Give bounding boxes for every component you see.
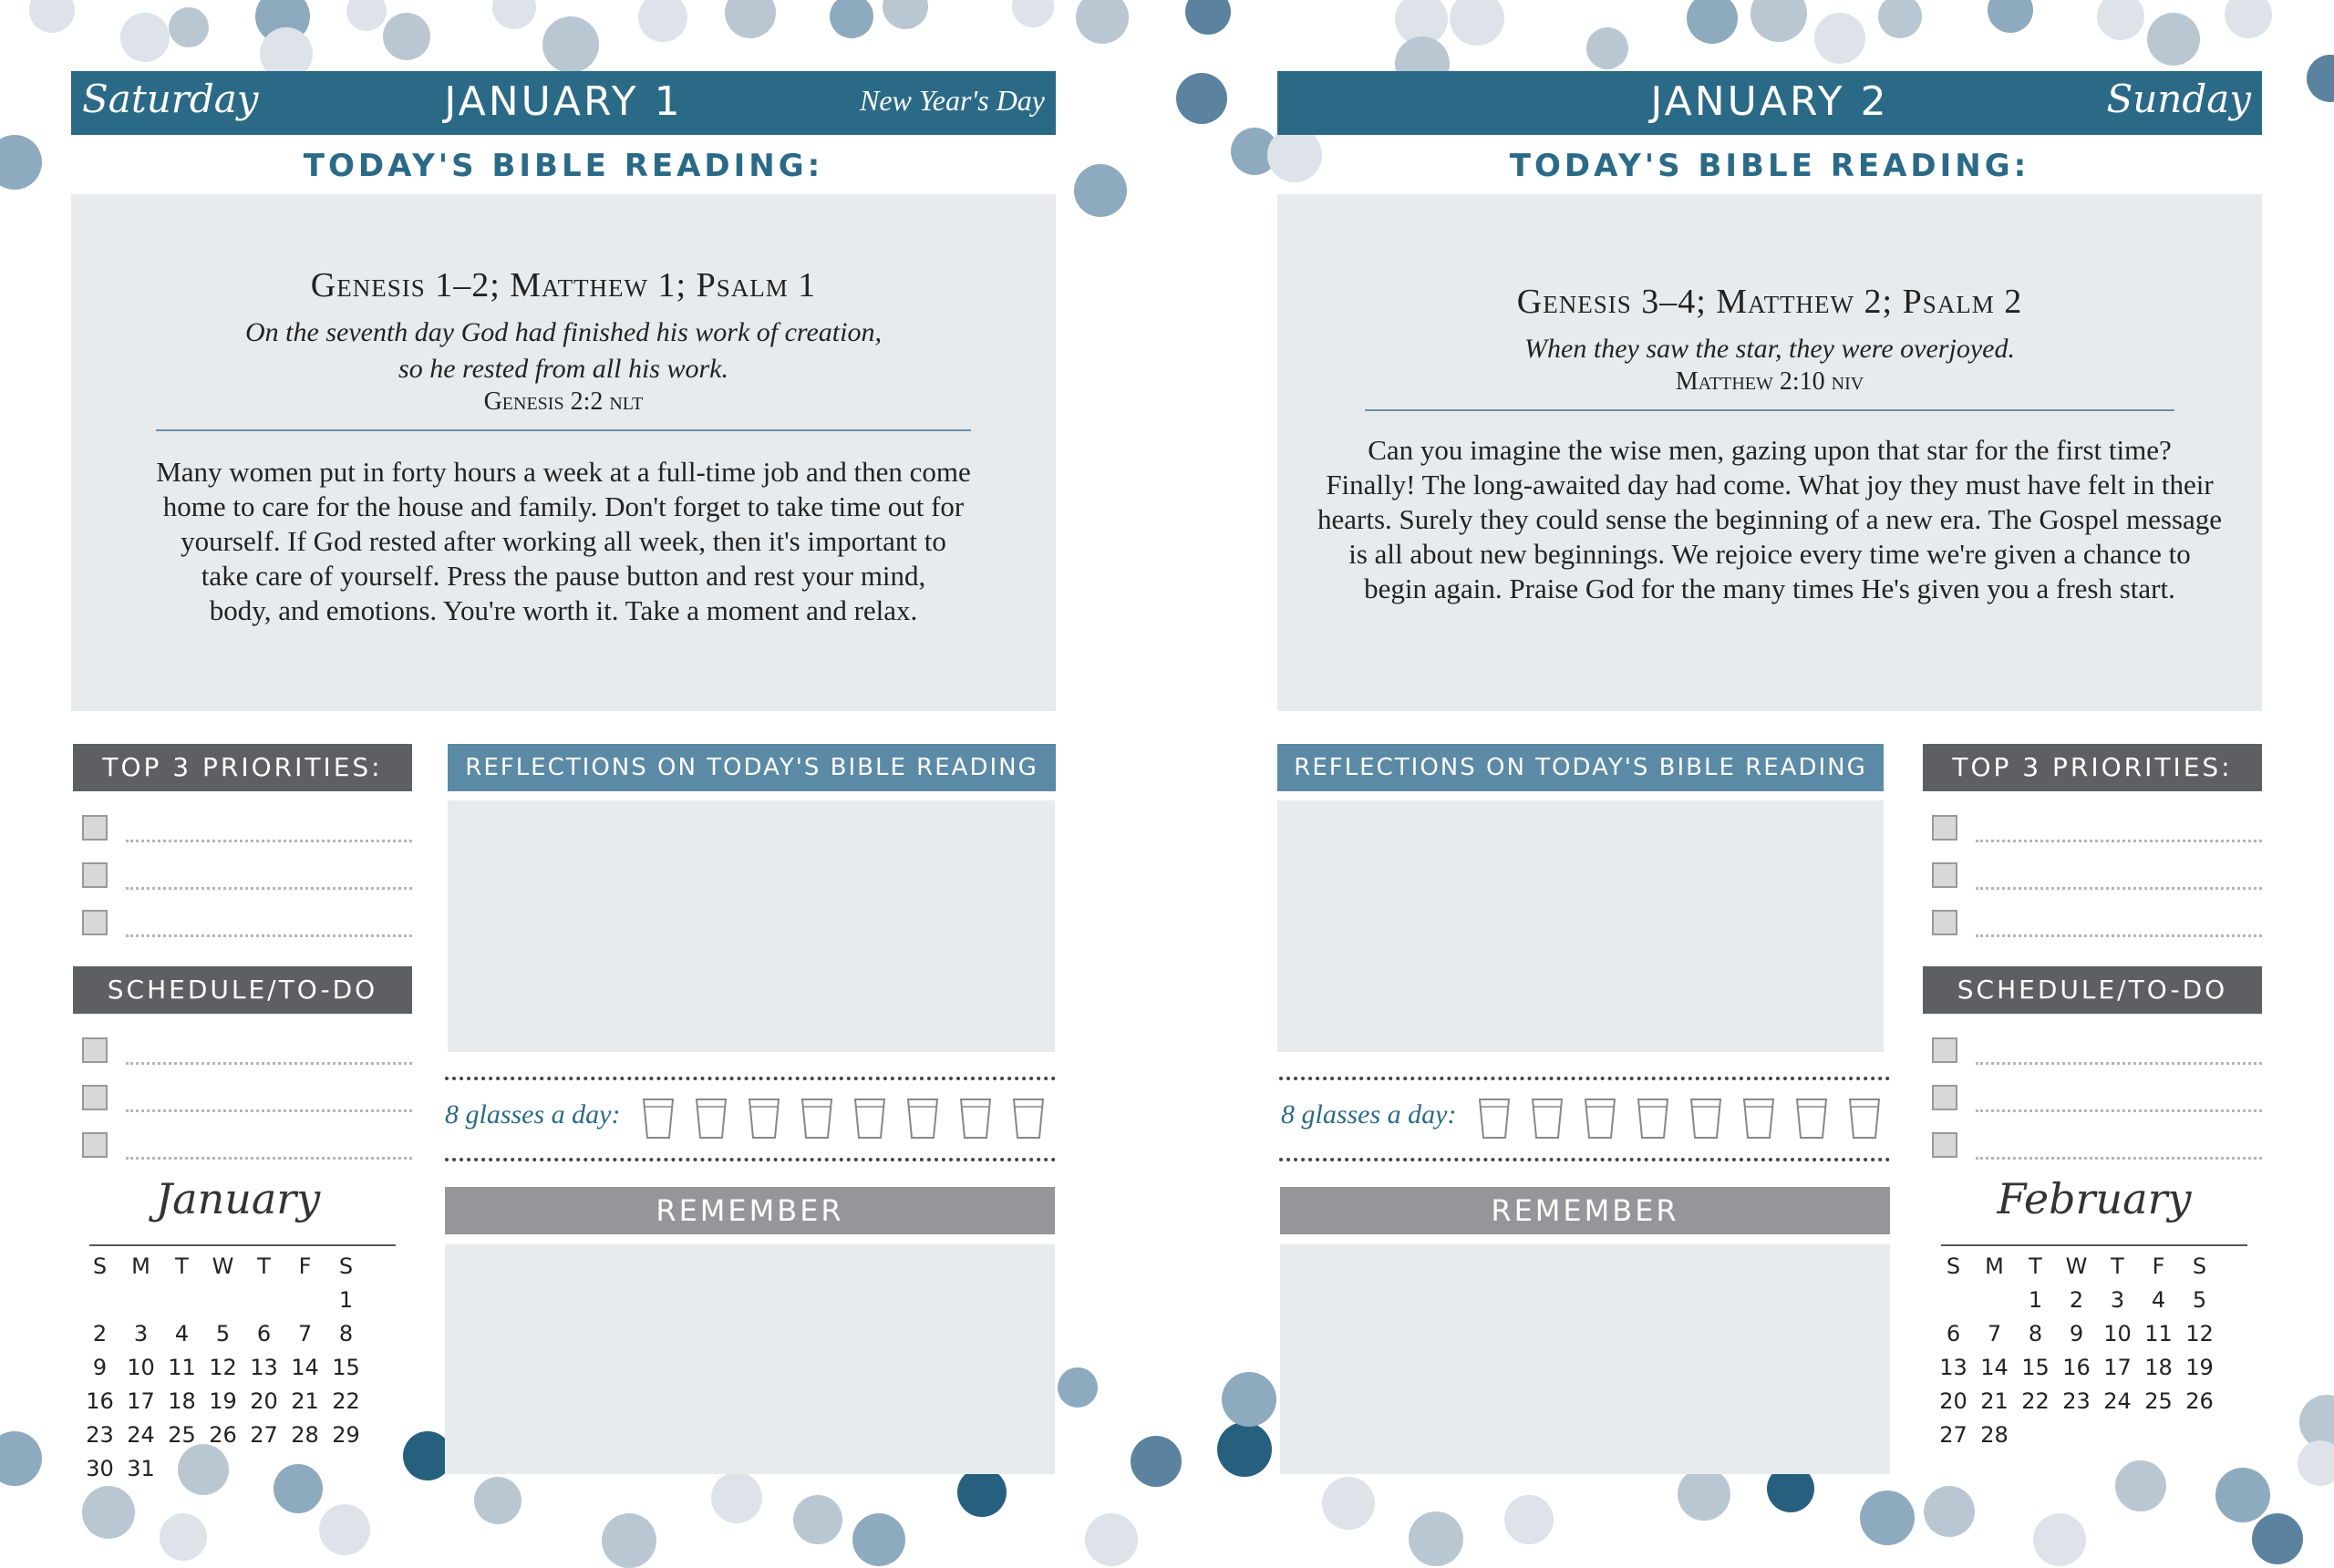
remember-heading: REMEMBER xyxy=(445,1187,1055,1234)
bible-reading-heading: TODAY'S BIBLE READING: xyxy=(1509,148,2030,184)
water-glass-icon[interactable] xyxy=(642,1098,675,1140)
decorative-dot xyxy=(638,0,687,42)
calendar-day: 31 xyxy=(127,1456,155,1481)
devotion-line: yourself. If God rested after working all week, then it's important to xyxy=(181,525,946,557)
decorative-dot xyxy=(169,7,209,47)
calendar-day: 28 xyxy=(291,1422,319,1448)
priorities-heading: TOP 3 PRIORITIES: xyxy=(1923,744,2262,791)
calendar-day: 27 xyxy=(1939,1422,1967,1448)
decorative-dot xyxy=(1750,0,1807,42)
calendar-day: 23 xyxy=(86,1422,114,1448)
calendar-weekday: S xyxy=(2192,1253,2207,1279)
water-glass-icon[interactable] xyxy=(853,1098,886,1140)
schedule-heading: SCHEDULE/TO-DO LIST: xyxy=(1923,966,2262,1014)
calendar-day: 11 xyxy=(2144,1321,2173,1346)
calendar-day: 4 xyxy=(174,1321,190,1346)
calendar-day: 7 xyxy=(297,1321,313,1346)
decorative-dot xyxy=(1012,0,1054,27)
calendar-day: 24 xyxy=(2103,1388,2132,1414)
devotion-text xyxy=(71,455,1056,628)
decorative-dot xyxy=(1814,13,1865,64)
decorative-dot xyxy=(542,16,599,73)
todo-line[interactable] xyxy=(126,1062,412,1065)
calendar-day: 22 xyxy=(2021,1388,2050,1414)
calendar-day: 30 xyxy=(86,1456,114,1481)
decorative-dot xyxy=(830,0,873,38)
calendar-weekday: T xyxy=(175,1253,189,1279)
calendar-day: 21 xyxy=(1980,1388,2009,1414)
calendar-day xyxy=(120,1287,161,1321)
calendar-weekday: T xyxy=(257,1253,271,1279)
calendar-day: 18 xyxy=(168,1388,196,1414)
calendar-day: 4 xyxy=(2151,1287,2166,1313)
decorative-dot xyxy=(120,13,170,62)
calendar-day: 3 xyxy=(133,1321,149,1346)
decorative-dot xyxy=(1058,1367,1098,1408)
water-tracker-label: 8 glasses a day: xyxy=(1281,1099,1457,1130)
calendar-day: 13 xyxy=(1939,1355,1967,1380)
water-glass-icon[interactable] xyxy=(1848,1098,1881,1140)
reflections-area[interactable] xyxy=(448,800,1055,1052)
water-glass-icon[interactable] xyxy=(1531,1098,1564,1140)
priority-checkbox[interactable] xyxy=(82,862,108,888)
calendar-day: 7 xyxy=(1987,1321,2002,1346)
priority-line[interactable] xyxy=(126,840,412,842)
reflections-area[interactable] xyxy=(1277,800,1884,1052)
priority-line[interactable] xyxy=(1976,840,2262,842)
calendar-day: 26 xyxy=(209,1422,237,1448)
water-glass-icon[interactable] xyxy=(695,1098,728,1140)
reading-reference: Genesis 3–4; Matthew 2; Psalm 2 xyxy=(1516,283,2023,321)
date-title: JANUARY 2 xyxy=(1650,78,1889,125)
devotion-line: body, and emotions. You're worth it. Take a moment and relax. xyxy=(209,594,918,626)
calendar-day: 6 xyxy=(256,1321,272,1346)
todo-checkbox[interactable] xyxy=(82,1037,108,1063)
divider xyxy=(1279,1077,1890,1080)
decorative-dot xyxy=(1988,0,2033,33)
calendar-day: 19 xyxy=(209,1388,237,1414)
decorative-dot xyxy=(2097,0,2144,40)
calendar-day: 6 xyxy=(1946,1321,1961,1346)
calendar-day: 12 xyxy=(209,1355,237,1380)
date-title: JANUARY 1 xyxy=(444,78,683,125)
calendar-day: 24 xyxy=(127,1422,155,1448)
verse-line-2: so he rested from all his work. xyxy=(398,354,728,384)
decorative-dot xyxy=(2225,0,2272,38)
weekday-label: Sunday xyxy=(2106,77,2251,121)
todo-checkbox[interactable] xyxy=(1932,1085,1957,1110)
todo-checkbox[interactable] xyxy=(1932,1132,1957,1158)
decorative-dot xyxy=(1222,1372,1276,1427)
decorative-dot xyxy=(29,0,75,33)
reflections-heading: REFLECTIONS ON TODAY'S BIBLE READING xyxy=(448,744,1056,791)
calendar-day: 12 xyxy=(2185,1321,2214,1346)
todo-checkbox[interactable] xyxy=(1932,1037,1957,1063)
calendar-weekday: S xyxy=(338,1253,354,1279)
water-glass-icon[interactable] xyxy=(800,1098,833,1140)
calendar-day: 26 xyxy=(2185,1388,2214,1414)
priority-line[interactable] xyxy=(126,887,412,890)
calendar-day: 1 xyxy=(2028,1287,2043,1313)
calendar-day: 23 xyxy=(2062,1388,2091,1414)
calendar-day: 18 xyxy=(2144,1355,2173,1380)
calendar-weekday: W xyxy=(212,1253,234,1279)
decorative-dot xyxy=(1176,73,1227,124)
calendar-day: 2 xyxy=(2069,1287,2084,1313)
water-glass-icon[interactable] xyxy=(1012,1098,1045,1140)
date-header xyxy=(1277,71,2262,135)
schedule-heading: SCHEDULE/TO-DO LIST: xyxy=(73,966,412,1014)
devotion-panel xyxy=(1277,194,2262,711)
calendar-day: 8 xyxy=(2028,1321,2043,1346)
calendar-weekday: F xyxy=(2152,1253,2165,1279)
calendar-day: 14 xyxy=(1980,1355,2009,1380)
calendar-day: 25 xyxy=(2144,1388,2173,1414)
calendar-weekday: T xyxy=(2029,1253,2042,1279)
calendar-weekday: F xyxy=(298,1253,312,1279)
calendar-day: 20 xyxy=(250,1388,278,1414)
decorative-dot xyxy=(1085,1513,1138,1566)
devotion-line: home to care for the house and family. Don't forget to take time out for xyxy=(162,490,965,522)
calendar-day xyxy=(1974,1287,2015,1321)
calendar-day: 25 xyxy=(168,1422,196,1448)
calendar-day: 19 xyxy=(2185,1355,2214,1380)
calendar-day: 22 xyxy=(332,1388,360,1414)
decorative-dot xyxy=(1131,1436,1182,1487)
todo-checkbox[interactable] xyxy=(82,1085,108,1110)
divider xyxy=(445,1077,1056,1080)
todo-line[interactable] xyxy=(126,1157,412,1160)
divider xyxy=(1279,1158,1890,1161)
priority-line[interactable] xyxy=(1976,934,2262,937)
verse-line-1: When they saw the star, they were overjoyed. xyxy=(1524,334,2015,364)
calendar-rule xyxy=(89,1244,396,1246)
calendar-day xyxy=(1933,1287,1974,1321)
verse-reference: Matthew 2:10 niv xyxy=(1675,367,1864,396)
calendar-day: 17 xyxy=(127,1388,155,1414)
calendar-day: 16 xyxy=(2062,1355,2091,1380)
todo-line[interactable] xyxy=(1976,1157,2262,1160)
calendar-day xyxy=(161,1287,202,1321)
calendar-weekday: M xyxy=(1985,1253,2004,1279)
priority-line[interactable] xyxy=(126,934,412,937)
decorative-dot xyxy=(346,0,387,31)
verse-line-1: On the seventh day God had finished his work of creation, xyxy=(245,317,882,347)
decorative-dot xyxy=(1450,0,1504,46)
divider xyxy=(445,1158,1056,1161)
water-tracker-label: 8 glasses a day: xyxy=(445,1099,621,1130)
calendar-rule xyxy=(1941,1244,2247,1246)
priority-checkbox[interactable] xyxy=(1932,910,1957,935)
calendar-weekday: M xyxy=(131,1253,150,1279)
calendar-day: 14 xyxy=(291,1355,319,1380)
left-page xyxy=(71,71,1056,1556)
water-glass-icon[interactable] xyxy=(1795,1098,1828,1140)
water-glass-icon[interactable] xyxy=(1689,1098,1722,1140)
calendar-day: 10 xyxy=(2103,1321,2132,1346)
calendar-day: 28 xyxy=(1980,1422,2009,1448)
calendar-day: 16 xyxy=(86,1388,114,1414)
calendar-day: 13 xyxy=(250,1355,278,1380)
calendar-day: 29 xyxy=(332,1422,360,1448)
calendar-day: 1 xyxy=(338,1287,354,1313)
calendar-day: 10 xyxy=(127,1355,155,1380)
water-glass-icon[interactable] xyxy=(959,1098,992,1140)
priority-checkbox[interactable] xyxy=(82,815,108,841)
weekday-label: Saturday xyxy=(82,77,259,121)
calendar-day: 9 xyxy=(92,1355,108,1380)
decorative-dot xyxy=(1185,0,1231,35)
priority-checkbox[interactable] xyxy=(82,910,108,935)
water-glass-icon[interactable] xyxy=(1742,1098,1775,1140)
calendar-day: 3 xyxy=(2110,1287,2125,1313)
bible-reading-heading: TODAY'S BIBLE READING: xyxy=(303,148,824,184)
devotion-text xyxy=(1277,433,2262,606)
calendar-day xyxy=(202,1287,243,1321)
decorative-dot xyxy=(883,0,928,29)
decorative-dot xyxy=(1878,0,1922,38)
calendar-day: 17 xyxy=(2103,1355,2132,1380)
calendar-day xyxy=(284,1287,325,1321)
water-glass-icon[interactable] xyxy=(906,1098,939,1140)
calendar-month: January xyxy=(155,1174,321,1223)
decorative-dot xyxy=(0,1431,42,1486)
water-glass-icon[interactable] xyxy=(748,1098,780,1140)
calendar-day: 9 xyxy=(2069,1321,2084,1346)
calendar-day xyxy=(243,1287,284,1321)
remember-area[interactable] xyxy=(445,1244,1055,1474)
calendar-weekday: W xyxy=(2065,1253,2088,1279)
decorative-dot xyxy=(383,13,430,60)
calendar-day xyxy=(79,1287,120,1321)
calendar-day: 5 xyxy=(2192,1287,2207,1313)
calendar-day: 21 xyxy=(291,1388,319,1414)
decorative-dot xyxy=(2147,13,2200,66)
devotion-line: Finally! The long-awaited day had come. What joy they must have felt in their xyxy=(1326,469,2214,500)
priority-checkbox[interactable] xyxy=(1932,862,1957,888)
calendar-month: February xyxy=(1997,1174,2192,1223)
calendar-weekday: S xyxy=(1946,1253,1961,1279)
water-glass-icon[interactable] xyxy=(1637,1098,1669,1140)
calendar-day: 8 xyxy=(338,1321,354,1346)
todo-line[interactable] xyxy=(1976,1062,2262,1065)
calendar-day: 15 xyxy=(2021,1355,2050,1380)
mini-calendar xyxy=(79,1253,367,1490)
remember-heading: REMEMBER xyxy=(1280,1187,1890,1234)
holiday-label: New Year's Day xyxy=(859,84,1045,117)
priorities-heading: TOP 3 PRIORITIES: xyxy=(73,744,412,791)
reflections-heading: REFLECTIONS ON TODAY'S BIBLE READING xyxy=(1277,744,1884,791)
mini-calendar xyxy=(1933,1253,2220,1456)
decorative-dot xyxy=(1076,0,1129,44)
calendar-day: 2 xyxy=(92,1321,108,1346)
priority-line[interactable] xyxy=(1976,887,2262,890)
calendar-day: 20 xyxy=(1939,1388,1967,1414)
decorative-dot xyxy=(2307,55,2334,102)
devotion-line: Can you imagine the wise men, gazing upon that star for the first time? xyxy=(1368,434,2172,466)
decorative-dot xyxy=(1074,164,1127,217)
date-header xyxy=(71,71,1056,135)
calendar-day: 27 xyxy=(250,1422,278,1448)
decorative-dot xyxy=(0,135,42,190)
devotion-line: hearts. Surely they could sense the beginning of a new era. The Gospel message xyxy=(1317,503,2222,535)
todo-checkbox[interactable] xyxy=(82,1132,108,1158)
remember-area[interactable] xyxy=(1280,1244,1890,1474)
right-page xyxy=(1277,71,2262,1556)
verse-reference: Genesis 2:2 nlt xyxy=(483,387,644,416)
decorative-dot xyxy=(1217,1422,1272,1477)
calendar-weekday: S xyxy=(92,1253,108,1279)
priority-checkbox[interactable] xyxy=(1932,815,1957,841)
calendar-day: 5 xyxy=(215,1321,231,1346)
decorative-dot xyxy=(1687,0,1738,44)
decorative-dot xyxy=(2298,1440,2334,1486)
calendar-day: 15 xyxy=(332,1355,360,1380)
decorative-dot xyxy=(1586,27,1628,69)
calendar-day: 11 xyxy=(168,1355,196,1380)
devotion-line: take care of yourself. Press the pause button and rest your mind, xyxy=(201,560,926,592)
todo-line[interactable] xyxy=(126,1109,412,1112)
decorative-dot xyxy=(725,0,776,38)
devotion-panel xyxy=(71,194,1056,711)
water-glass-icon[interactable] xyxy=(1478,1098,1511,1140)
reading-reference: Genesis 1–2; Matthew 1; Psalm 1 xyxy=(310,266,817,304)
devotion-line: begin again. Praise God for the many times He's given you a fresh start. xyxy=(1364,573,2175,604)
calendar-weekday: T xyxy=(2111,1253,2124,1279)
todo-line[interactable] xyxy=(1976,1109,2262,1112)
decorative-dot xyxy=(492,0,536,29)
devotion-line: is all about new beginnings. We rejoice every time we're given a chance to xyxy=(1348,538,2191,570)
devotion-line: Many women put in forty hours a week at a full-time job and then come xyxy=(156,456,971,488)
water-glass-icon[interactable] xyxy=(1584,1098,1616,1140)
